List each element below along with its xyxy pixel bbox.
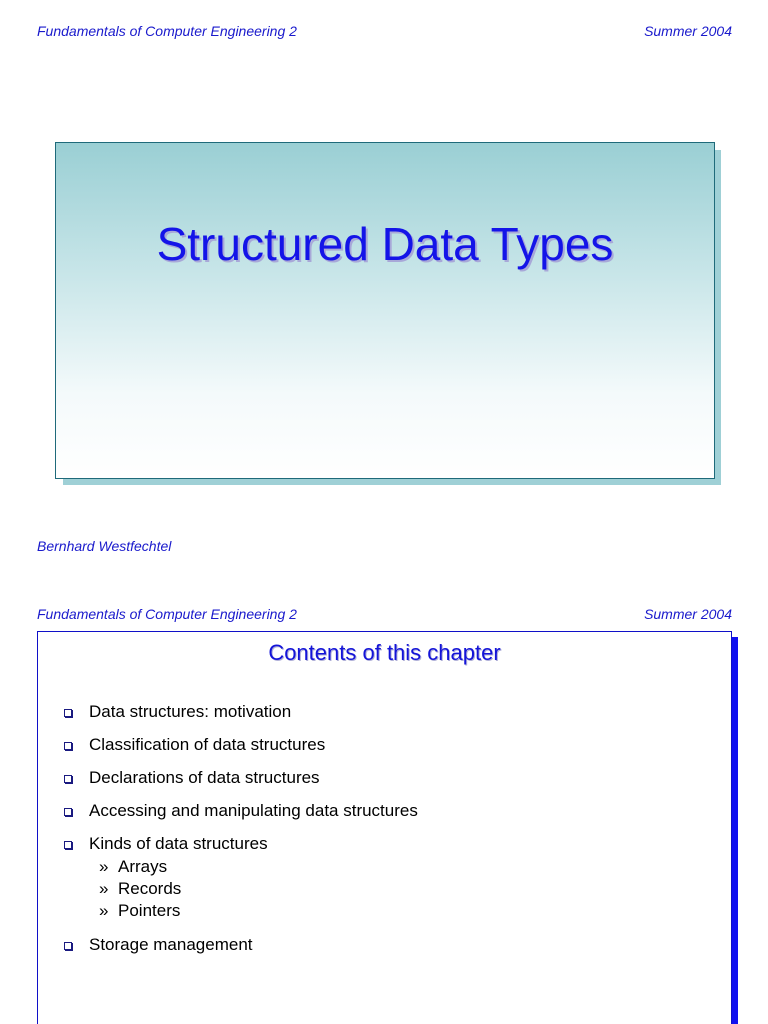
list-item-text: Data structures: motivation	[89, 702, 292, 721]
title-box	[55, 142, 715, 479]
list-item-text: Storage management	[89, 935, 253, 954]
slide-title: Structured Data Types	[156, 218, 614, 270]
list-item	[60, 768, 418, 788]
sub-list	[89, 856, 418, 922]
square-bullet-icon	[64, 775, 72, 783]
list-item	[60, 702, 418, 722]
list-item	[60, 801, 418, 821]
contents-list	[60, 702, 418, 968]
chevron-right-icon: »	[99, 879, 109, 898]
slide2-header-course: Fundamentals of Computer Engineering 2	[37, 606, 297, 622]
square-bullet-icon	[64, 709, 72, 717]
slide1-header-course: Fundamentals of Computer Engineering 2	[37, 23, 297, 39]
list-item	[60, 834, 418, 922]
sub-item-text: Records	[118, 879, 182, 898]
list-item-text: Accessing and manipulating data structures	[89, 801, 418, 820]
sub-list-item	[89, 856, 418, 878]
contents-title: Contents of this chapter	[268, 640, 501, 665]
sub-list-item	[89, 878, 418, 900]
slide1-header-term: Summer 2004	[644, 23, 732, 39]
list-item-text: Declarations of data structures	[89, 768, 320, 787]
list-item	[60, 935, 418, 955]
list-item-text: Classification of data structures	[89, 735, 326, 754]
chevron-right-icon: »	[99, 857, 109, 876]
square-bullet-icon	[64, 742, 72, 750]
square-bullet-icon	[64, 942, 72, 950]
square-bullet-icon	[64, 808, 72, 816]
contents-box	[37, 631, 732, 1024]
square-bullet-icon	[64, 841, 72, 849]
list-item	[60, 735, 418, 755]
sub-item-text: Arrays	[118, 857, 168, 876]
chevron-right-icon: »	[99, 901, 109, 920]
list-item-text: Kinds of data structures	[89, 834, 268, 853]
sub-list-item	[89, 900, 418, 922]
sub-item-text: Pointers	[118, 901, 181, 920]
author-name: Bernhard Westfechtel	[37, 538, 172, 554]
slide2-header-term: Summer 2004	[644, 606, 732, 622]
